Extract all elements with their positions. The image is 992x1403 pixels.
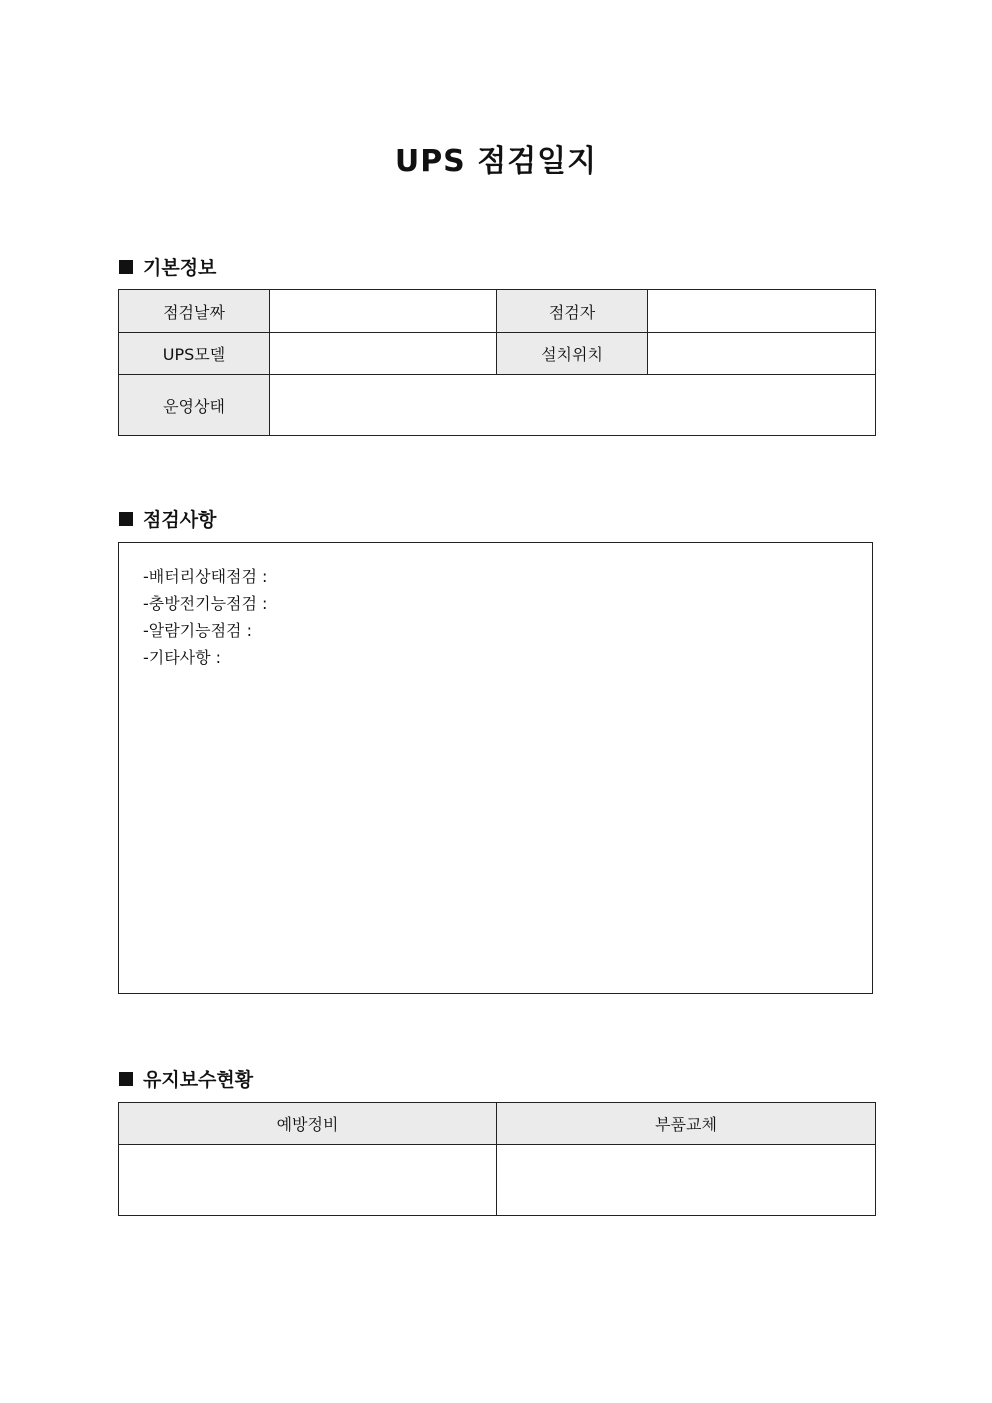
other-notes-item: -기타사항 : bbox=[143, 648, 222, 667]
section-heading-basic-info bbox=[119, 253, 216, 280]
charge-discharge-check-item: -충방전기능점검 : bbox=[143, 594, 268, 613]
table-row bbox=[119, 333, 876, 375]
inspection-notes-box[interactable] bbox=[118, 542, 873, 994]
preventive-maintenance-header: 예방정비 bbox=[119, 1103, 497, 1145]
table-row bbox=[119, 1145, 876, 1216]
section-heading-label: 유지보수현황 bbox=[143, 1069, 254, 1091]
table-row bbox=[119, 1103, 876, 1145]
square-bullet-icon bbox=[119, 512, 133, 526]
inspection-date-label: 점검날짜 bbox=[119, 290, 270, 333]
section-heading-label: 기본정보 bbox=[143, 257, 217, 279]
operation-status-field[interactable] bbox=[270, 375, 876, 436]
square-bullet-icon bbox=[119, 1072, 133, 1086]
inspection-date-field[interactable] bbox=[270, 290, 497, 333]
section-heading-inspection bbox=[119, 505, 216, 532]
parts-replacement-field[interactable] bbox=[497, 1145, 876, 1216]
ups-model-label: UPS모델 bbox=[119, 333, 270, 375]
maintenance-table bbox=[118, 1102, 876, 1216]
table-row bbox=[119, 375, 876, 436]
inspector-label: 점검자 bbox=[497, 290, 648, 333]
install-location-label: 설치위치 bbox=[497, 333, 648, 375]
table-row bbox=[119, 290, 876, 333]
page-title: UPS 점검일지 bbox=[394, 144, 598, 179]
section-heading-label: 점검사항 bbox=[143, 509, 217, 531]
install-location-field[interactable] bbox=[648, 333, 876, 375]
battery-check-item: -배터리상태점검 : bbox=[143, 567, 268, 586]
section-heading-maintenance bbox=[119, 1065, 253, 1092]
alarm-check-item: -알람기능점검 : bbox=[143, 621, 252, 640]
operation-status-label: 운영상태 bbox=[119, 375, 270, 436]
preventive-maintenance-field[interactable] bbox=[119, 1145, 497, 1216]
inspector-field[interactable] bbox=[648, 290, 876, 333]
parts-replacement-header: 부품교체 bbox=[497, 1103, 876, 1145]
ups-model-field[interactable] bbox=[270, 333, 497, 375]
basic-info-table bbox=[118, 289, 876, 436]
square-bullet-icon bbox=[119, 260, 133, 274]
